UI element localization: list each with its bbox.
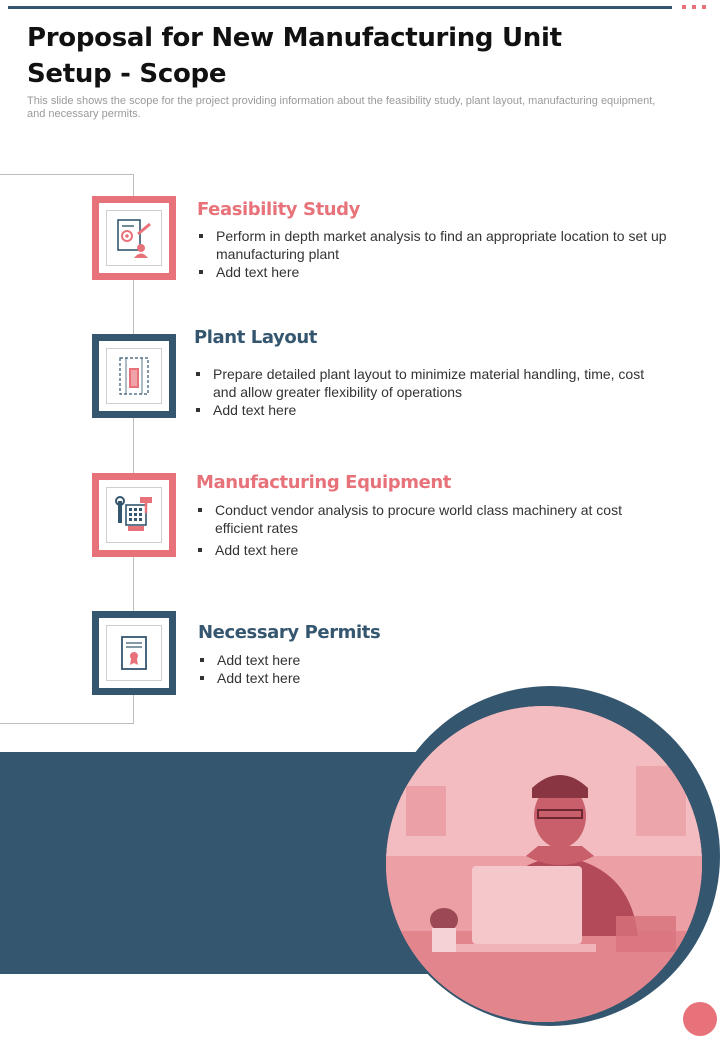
plant-layout-blueprint-icon — [112, 354, 156, 398]
plant-layout-icon-box — [92, 334, 176, 418]
necessary-permits-icon-box — [92, 611, 176, 695]
page-title: Proposal for New Manufacturing Unit Setup - Scope — [27, 23, 562, 89]
feasibility-study-bullets — [199, 227, 694, 281]
plant-layout-heading: Plant Layout — [194, 327, 317, 348]
feasibility-study-icon — [112, 216, 156, 260]
person-at-laptop-photo — [386, 706, 702, 1022]
list-item: Add text here — [199, 263, 694, 281]
certificate-permit-icon — [112, 631, 156, 675]
manufacturing-equipment-bullets — [198, 501, 623, 559]
corner-decorative-dot — [683, 1002, 717, 1036]
feasibility-study-icon-box — [92, 196, 176, 280]
feasibility-study-heading: Feasibility Study — [197, 199, 361, 220]
manufacturing-equipment-icon-box — [92, 473, 176, 557]
list-item: Add text here — [198, 541, 623, 559]
list-item: Conduct vendor analysis to procure world class machinery at cost efficient rates — [198, 501, 623, 537]
necessary-permits-bullets — [200, 651, 500, 687]
top-decorative-dots — [682, 5, 706, 9]
list-item: Add text here — [196, 401, 666, 419]
list-item: Perform in depth market analysis to find an appropriate location to set up manufacturing plant — [199, 227, 694, 263]
list-item: Add text here — [200, 669, 500, 687]
tools-equipment-icon — [112, 493, 156, 537]
page-subtitle: This slide shows the scope for the project providing information about the feasibility study, plant layout, manufacturing equipment, and necessary permits. — [27, 95, 656, 120]
necessary-permits-heading: Necessary Permits — [198, 622, 381, 643]
list-item: Add text here — [200, 651, 500, 669]
manufacturing-equipment-heading: Manufacturing Equipment — [196, 472, 451, 493]
plant-layout-bullets — [196, 365, 666, 419]
list-item: Prepare detailed plant layout to minimize material handling, time, cost and allow greater flexibility of operations — [196, 365, 666, 401]
top-rule — [8, 6, 672, 9]
